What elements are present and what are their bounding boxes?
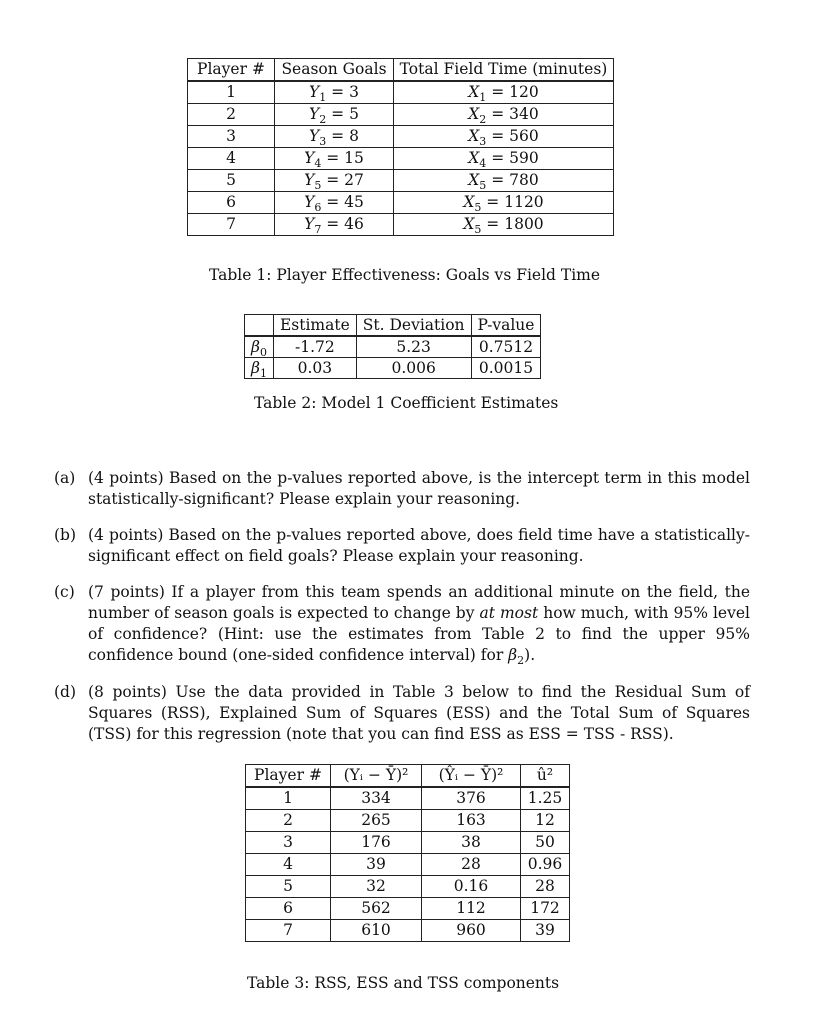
tss-component-cell: 176 bbox=[331, 832, 422, 854]
var-subscript: 2 bbox=[479, 113, 487, 127]
estimate-cell: 0.03 bbox=[273, 358, 356, 379]
table-row bbox=[188, 148, 614, 170]
tss-component-cell: 562 bbox=[331, 898, 422, 920]
player-number-cell: 2 bbox=[188, 104, 275, 126]
tss-component-cell: 39 bbox=[331, 854, 422, 876]
value: 27 bbox=[344, 171, 364, 189]
question-emphasis: at most bbox=[479, 604, 539, 622]
field-time-cell: $X_2 = 340$ bbox=[394, 104, 614, 126]
beta-subscript: 1 bbox=[259, 367, 267, 381]
var-symbol: Y bbox=[309, 83, 320, 101]
player-number-cell: 3 bbox=[188, 126, 275, 148]
table-row bbox=[245, 358, 541, 379]
question-c bbox=[54, 582, 750, 666]
field-time-cell: $X_5 = 780$ bbox=[394, 170, 614, 192]
beta-subscript: 2 bbox=[517, 654, 525, 668]
var-subscript: 5 bbox=[479, 179, 487, 193]
var-symbol: Y bbox=[304, 215, 315, 233]
player-number-cell: 7 bbox=[246, 920, 331, 942]
var-symbol: X bbox=[468, 83, 480, 101]
table-row bbox=[188, 126, 614, 148]
value: 590 bbox=[509, 149, 539, 167]
table-row bbox=[246, 810, 570, 832]
question-d bbox=[54, 682, 750, 745]
player-number-cell: 1 bbox=[188, 81, 275, 104]
rss-component-cell: 1.25 bbox=[521, 787, 570, 810]
value: 340 bbox=[509, 105, 539, 123]
header-empty-cell bbox=[245, 315, 274, 337]
rss-component-cell: 39 bbox=[521, 920, 570, 942]
value: 120 bbox=[509, 83, 539, 101]
var-subscript: 1 bbox=[479, 91, 487, 105]
var-symbol: Y bbox=[304, 149, 315, 167]
season-goals-cell: $Y_3 = 8$ bbox=[275, 126, 394, 148]
var-subscript: 3 bbox=[479, 135, 487, 149]
question-label: (d) bbox=[54, 683, 77, 701]
table3-caption: Table 3: RSS, ESS and TSS components bbox=[247, 974, 560, 992]
var-subscript: 4 bbox=[314, 157, 322, 171]
question-text bbox=[88, 582, 750, 666]
player-number-cell: 5 bbox=[188, 170, 275, 192]
question-text-part3: ). bbox=[524, 646, 536, 664]
table-row bbox=[188, 192, 614, 214]
p-value-cell: 0.0015 bbox=[471, 358, 541, 379]
var-symbol: Y bbox=[309, 105, 320, 123]
ess-component-cell: 960 bbox=[422, 920, 521, 942]
table-row bbox=[246, 787, 570, 810]
ess-component-cell: 0.16 bbox=[422, 876, 521, 898]
var-symbol: Y bbox=[304, 171, 315, 189]
question-text-part1: (7 points) If a player from this team spends an additional minute on the field, the number of season goals is expected to change by bbox=[88, 583, 750, 622]
field-time-cell: $X_4 = 590$ bbox=[394, 148, 614, 170]
table-row bbox=[188, 81, 614, 104]
value: 1800 bbox=[504, 215, 544, 233]
header-rss-component: û² bbox=[521, 765, 570, 788]
tss-component-cell: 334 bbox=[331, 787, 422, 810]
var-symbol: X bbox=[463, 215, 475, 233]
var-symbol: X bbox=[468, 171, 480, 189]
p-value-cell: 0.7512 bbox=[471, 336, 541, 358]
table-body bbox=[245, 336, 541, 379]
player-number-cell: 7 bbox=[188, 214, 275, 236]
header-player: Player # bbox=[246, 765, 331, 788]
header-ess-component: (Ŷᵢ − Ȳ)² bbox=[422, 765, 521, 788]
rss-component-cell: 50 bbox=[521, 832, 570, 854]
var-symbol: X bbox=[463, 193, 475, 211]
table-row bbox=[246, 920, 570, 942]
table-body bbox=[246, 787, 570, 942]
st-deviation-cell: 5.23 bbox=[356, 336, 471, 358]
player-number-cell: 2 bbox=[246, 810, 331, 832]
player-number-cell: 6 bbox=[188, 192, 275, 214]
table-row bbox=[188, 104, 614, 126]
rss-component-cell: 28 bbox=[521, 876, 570, 898]
question-label: (b) bbox=[54, 526, 77, 544]
table2-caption: Table 2: Model 1 Coefficient Estimates bbox=[254, 394, 559, 412]
tss-component-cell: 32 bbox=[331, 876, 422, 898]
table-header-row bbox=[188, 59, 614, 82]
rss-component-cell: 0.96 bbox=[521, 854, 570, 876]
question-a bbox=[54, 468, 750, 510]
value: 8 bbox=[349, 127, 359, 145]
table1-caption: Table 1: Player Effectiveness: Goals vs Field Time bbox=[209, 266, 601, 284]
header-season-goals: Season Goals bbox=[275, 59, 394, 82]
ess-component-cell: 112 bbox=[422, 898, 521, 920]
header-player: Player # bbox=[188, 59, 275, 82]
question-label: (c) bbox=[54, 583, 75, 601]
season-goals-cell: $Y_1 = 3$ bbox=[275, 81, 394, 104]
season-goals-cell: $Y_5 = 27$ bbox=[275, 170, 394, 192]
var-symbol: X bbox=[468, 149, 480, 167]
var-subscript: 6 bbox=[314, 201, 322, 215]
question-text: (4 points) Based on the p-values reported above, is the intercept term in this model statistically-significant? Please explain your reasoning. bbox=[88, 469, 750, 508]
var-symbol: Y bbox=[304, 193, 315, 211]
ess-component-cell: 38 bbox=[422, 832, 521, 854]
var-symbol: Y bbox=[309, 127, 320, 145]
tss-component-cell: 265 bbox=[331, 810, 422, 832]
var-subscript: 4 bbox=[479, 157, 487, 171]
table-header-row bbox=[246, 765, 570, 788]
ess-component-cell: 376 bbox=[422, 787, 521, 810]
table-ss-components bbox=[245, 764, 570, 942]
player-number-cell: 4 bbox=[246, 854, 331, 876]
question-label: (a) bbox=[54, 469, 76, 487]
field-time-cell: $X_1 = 120$ bbox=[394, 81, 614, 104]
var-subscript: 3 bbox=[319, 135, 327, 149]
ess-component-cell: 163 bbox=[422, 810, 521, 832]
header-tss-component: (Yᵢ − Ȳ)² bbox=[331, 765, 422, 788]
header-st-deviation: St. Deviation bbox=[356, 315, 471, 337]
table-player-effectiveness bbox=[187, 58, 614, 236]
value: 46 bbox=[344, 215, 364, 233]
table-coefficient-estimates bbox=[244, 314, 541, 379]
player-number-cell: 6 bbox=[246, 898, 331, 920]
var-subscript: 1 bbox=[319, 91, 327, 105]
var-symbol: X bbox=[468, 105, 480, 123]
value: 5 bbox=[349, 105, 359, 123]
ess-component-cell: 28 bbox=[422, 854, 521, 876]
tss-component-cell: 610 bbox=[331, 920, 422, 942]
question-text: (4 points) Based on the p-values reported above, does field time have a statistically-significant effect on field goals? Please explain your reasoning. bbox=[88, 526, 750, 565]
coefficient-symbol-cell bbox=[245, 336, 274, 358]
var-subscript: 2 bbox=[319, 113, 327, 127]
var-subscript: 7 bbox=[314, 223, 322, 237]
value: 560 bbox=[509, 127, 539, 145]
season-goals-cell: $Y_4 = 15$ bbox=[275, 148, 394, 170]
beta-subscript: 0 bbox=[259, 346, 267, 360]
table-header-row bbox=[245, 315, 541, 337]
table-row bbox=[188, 214, 614, 236]
table-body bbox=[188, 81, 614, 236]
season-goals-cell: $Y_2 = 5$ bbox=[275, 104, 394, 126]
coefficient-symbol-cell bbox=[245, 358, 274, 379]
season-goals-cell: $Y_6 = 45$ bbox=[275, 192, 394, 214]
question-text-part2: how much, with 95% level of confidence? (Hint: use the estimates from Table 2 to find the upper 95% confidence bound (one-sided confidence interval) for bbox=[88, 604, 750, 664]
header-p-value: P-value bbox=[471, 315, 541, 337]
header-field-time: Total Field Time (minutes) bbox=[394, 59, 614, 82]
st-deviation-cell: 0.006 bbox=[356, 358, 471, 379]
season-goals-cell: $Y_7 = 46$ bbox=[275, 214, 394, 236]
value: 45 bbox=[344, 193, 364, 211]
estimate-cell: -1.72 bbox=[273, 336, 356, 358]
table-row bbox=[246, 876, 570, 898]
rss-component-cell: 12 bbox=[521, 810, 570, 832]
value: 780 bbox=[509, 171, 539, 189]
field-time-cell: $X_5 = 1800$ bbox=[394, 214, 614, 236]
beta-symbol: β bbox=[251, 338, 260, 356]
field-time-cell: $X_3 = 560$ bbox=[394, 126, 614, 148]
var-subscript: 5 bbox=[474, 223, 482, 237]
var-symbol: X bbox=[468, 127, 480, 145]
var-subscript: 5 bbox=[314, 179, 322, 193]
question-text: (8 points) Use the data provided in Table 3 below to find the Residual Sum of Squares (RSS), Explained Sum of Squares (ESS) and the Total Sum of Squares (TSS) for this regression (note that you can find ESS as ESS = TSS - RSS). bbox=[88, 683, 750, 743]
value: 15 bbox=[344, 149, 364, 167]
player-number-cell: 3 bbox=[246, 832, 331, 854]
var-subscript: 5 bbox=[474, 201, 482, 215]
player-number-cell: 5 bbox=[246, 876, 331, 898]
table-row bbox=[245, 336, 541, 358]
beta-symbol: β bbox=[508, 646, 518, 664]
player-number-cell: 1 bbox=[246, 787, 331, 810]
table-row bbox=[246, 854, 570, 876]
value: 1120 bbox=[504, 193, 544, 211]
player-number-cell: 4 bbox=[188, 148, 275, 170]
table-row bbox=[246, 898, 570, 920]
field-time-cell: $X_5 = 1120$ bbox=[394, 192, 614, 214]
value: 3 bbox=[349, 83, 359, 101]
beta-symbol: β bbox=[251, 359, 260, 377]
table-row bbox=[246, 832, 570, 854]
header-estimate: Estimate bbox=[273, 315, 356, 337]
rss-component-cell: 172 bbox=[521, 898, 570, 920]
question-b bbox=[54, 525, 750, 567]
table-row bbox=[188, 170, 614, 192]
